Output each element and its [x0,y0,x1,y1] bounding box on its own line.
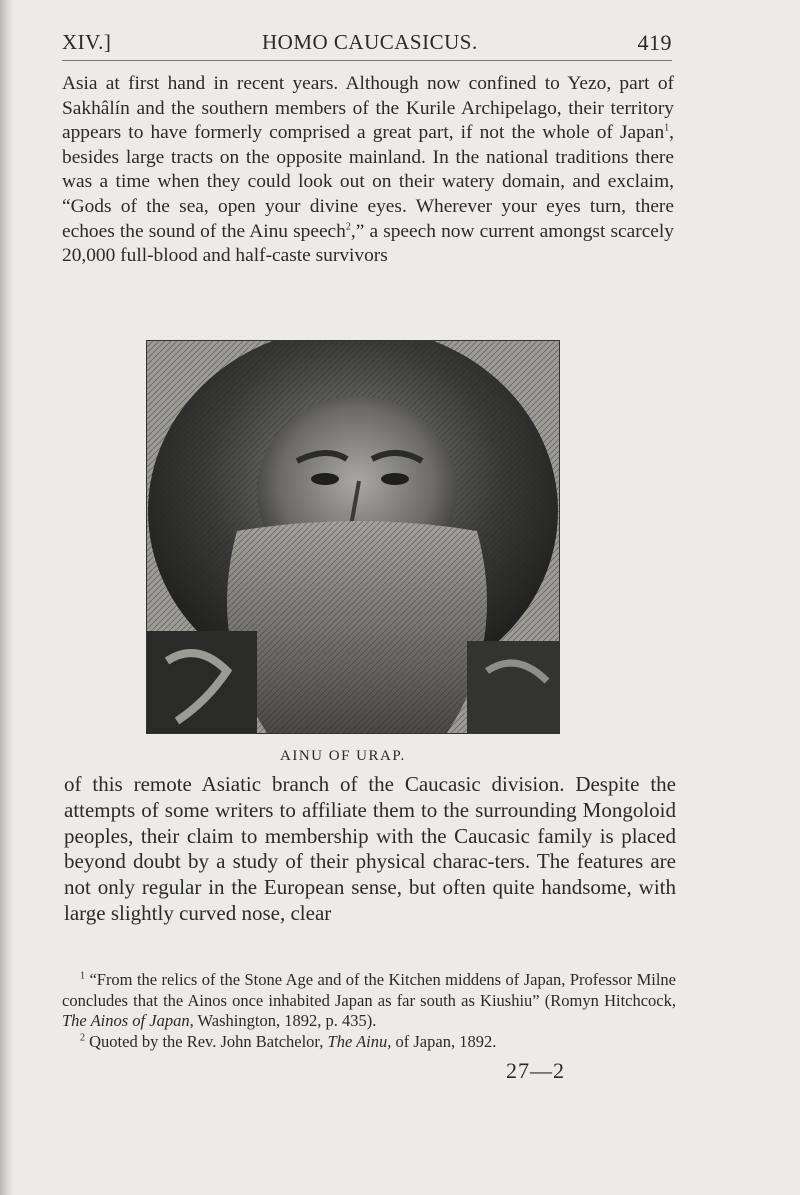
footnotes [62,970,676,1052]
footnote-2-text-a: Quoted by the Rev. John Batchelor, [89,1031,328,1051]
footnote-1-marker: 1 [80,970,85,982]
footnote-2-marker: 2 [80,1032,85,1044]
body-paragraph-2: of this remote Asiatic branch of the Caucasic division. Despite the attempts of some writers to affiliate them to the surrounding Mongoloid peoples, their claim to membership with the Caucasic family is placed beyond doubt by a study of their physical charac-ters. The features are not only regular in the European sense, but often quite handsome, with large slightly curved nose, clear [64,772,676,925]
body-text-1c: ,” a speech now current amongst scarcely 20,000 full-blood and half-caste survivors [62,220,674,267]
footnote-1 [62,970,676,1032]
footnote-1-title: The Ainos of Japan, [62,1011,194,1031]
footnote-1-text-b: Washington, 1892, p. 435). [193,1011,377,1031]
header-rule [62,60,672,61]
footnote-2-text-b: of Japan, 1892. [391,1031,497,1051]
footnote-2 [62,1032,676,1053]
page-number: 419 [637,30,672,55]
portrait-photograph [146,340,560,734]
footnote-2-title: The Ainu, [327,1031,392,1051]
footnote-ref-1: 1 [664,122,670,134]
chapter-number: XIV.] [62,30,112,54]
footnote-1-text-a: “From the relics of the Stone Age and of the Kitchen middens of Japan, Professor Milne concludes that the Ainos once inhabited Japan as far south as Kiushiu” (Romyn Hitchcock, [62,970,676,1010]
body-text-1b: , besides large tracts on the opposite mainland. In the national traditions there was a time when they could look out on their watery domain, and exclaim, “Gods of the sea, open your divine eyes. Wherever your eyes turn, there echoes the sound of the Ainu speech [62,122,674,242]
portrait-image [147,341,559,733]
page-gutter-shadow [0,0,14,1195]
body-text-1a: Asia at first hand in recent years. Although now confined to Yezo, part of Sakhâlín and the southern members of the Kurile Archipelago, their territory appears to have formerly comprised a great part, if not the whole of Japan [62,73,674,144]
running-header [62,30,672,60]
body-paragraph-1 [62,72,674,269]
running-title: HOMO CAUCASICUS. [262,30,478,54]
footnote-ref-2: 2 [345,221,351,233]
figure-caption: AINU OF URAP. [280,748,406,764]
printer-signature-mark: 27—2 [506,1058,565,1083]
